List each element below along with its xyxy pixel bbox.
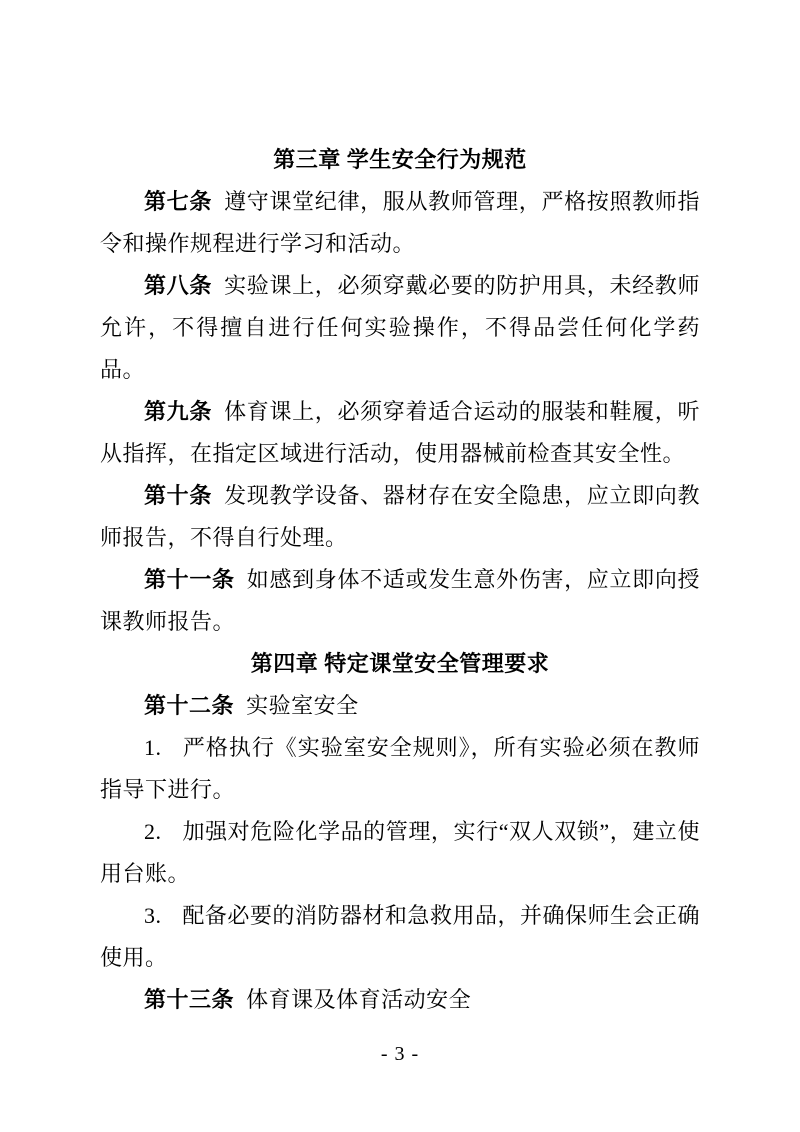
item-text: 配备必要的消防器材和急救用品，并确保师生会正确使用。 <box>100 903 700 970</box>
item-number: 1. <box>144 735 162 760</box>
article-text: 实验课上，必须穿戴必要的防护用具，未经教师允许，不得擅自进行任何实验操作，不得品尝任何化学药品。 <box>100 273 700 382</box>
page-number: - 3 - <box>380 1043 420 1065</box>
numbered-item <box>100 811 700 895</box>
article-text: 体育课上，必须穿着适合运动的服装和鞋履，听从指挥，在指定区域进行活动，使用器械前检查其安全性。 <box>100 399 700 466</box>
item-text: 加强对危险化学品的管理，实行“双人双锁”，建立使用台账。 <box>100 819 700 886</box>
chapter-heading: 第四章 特定课堂安全管理要求 <box>250 651 550 676</box>
article-number: 第八条 <box>144 273 213 298</box>
article-paragraph <box>100 559 700 643</box>
article-text: 如感到身体不适或发生意外伤害，应立即向授课教师报告。 <box>100 567 700 634</box>
numbered-item <box>100 895 700 979</box>
chapter-heading: 第三章 学生安全行为规范 <box>273 147 527 172</box>
numbered-item <box>100 727 700 811</box>
article-paragraph <box>100 475 700 559</box>
article-text: 实验室安全 <box>246 693 359 718</box>
article-paragraph <box>100 391 700 475</box>
article-paragraph <box>100 181 700 265</box>
article-number: 第十一条 <box>144 567 235 592</box>
article-paragraph <box>100 979 700 1021</box>
item-text: 严格执行《实验室安全规则》，所有实验必须在教师指导下进行。 <box>100 735 700 802</box>
article-number: 第十条 <box>144 483 213 508</box>
item-number: 2. <box>144 819 162 844</box>
article-paragraph <box>100 685 700 727</box>
article-number: 第十三条 <box>144 987 235 1012</box>
item-number: 3. <box>144 903 162 928</box>
article-text: 体育课及体育活动安全 <box>246 987 472 1012</box>
article-paragraph <box>100 265 700 391</box>
article-number: 第七条 <box>144 189 213 214</box>
article-text: 发现教学设备、器材存在安全隐患，应立即向教师报告，不得自行处理。 <box>100 483 700 550</box>
article-text: 遵守课堂纪律，服从教师管理，严格按照教师指令和操作规程进行学习和活动。 <box>100 189 700 256</box>
document-body <box>100 139 700 1021</box>
article-number: 第十二条 <box>144 693 235 718</box>
article-number: 第九条 <box>144 399 213 424</box>
